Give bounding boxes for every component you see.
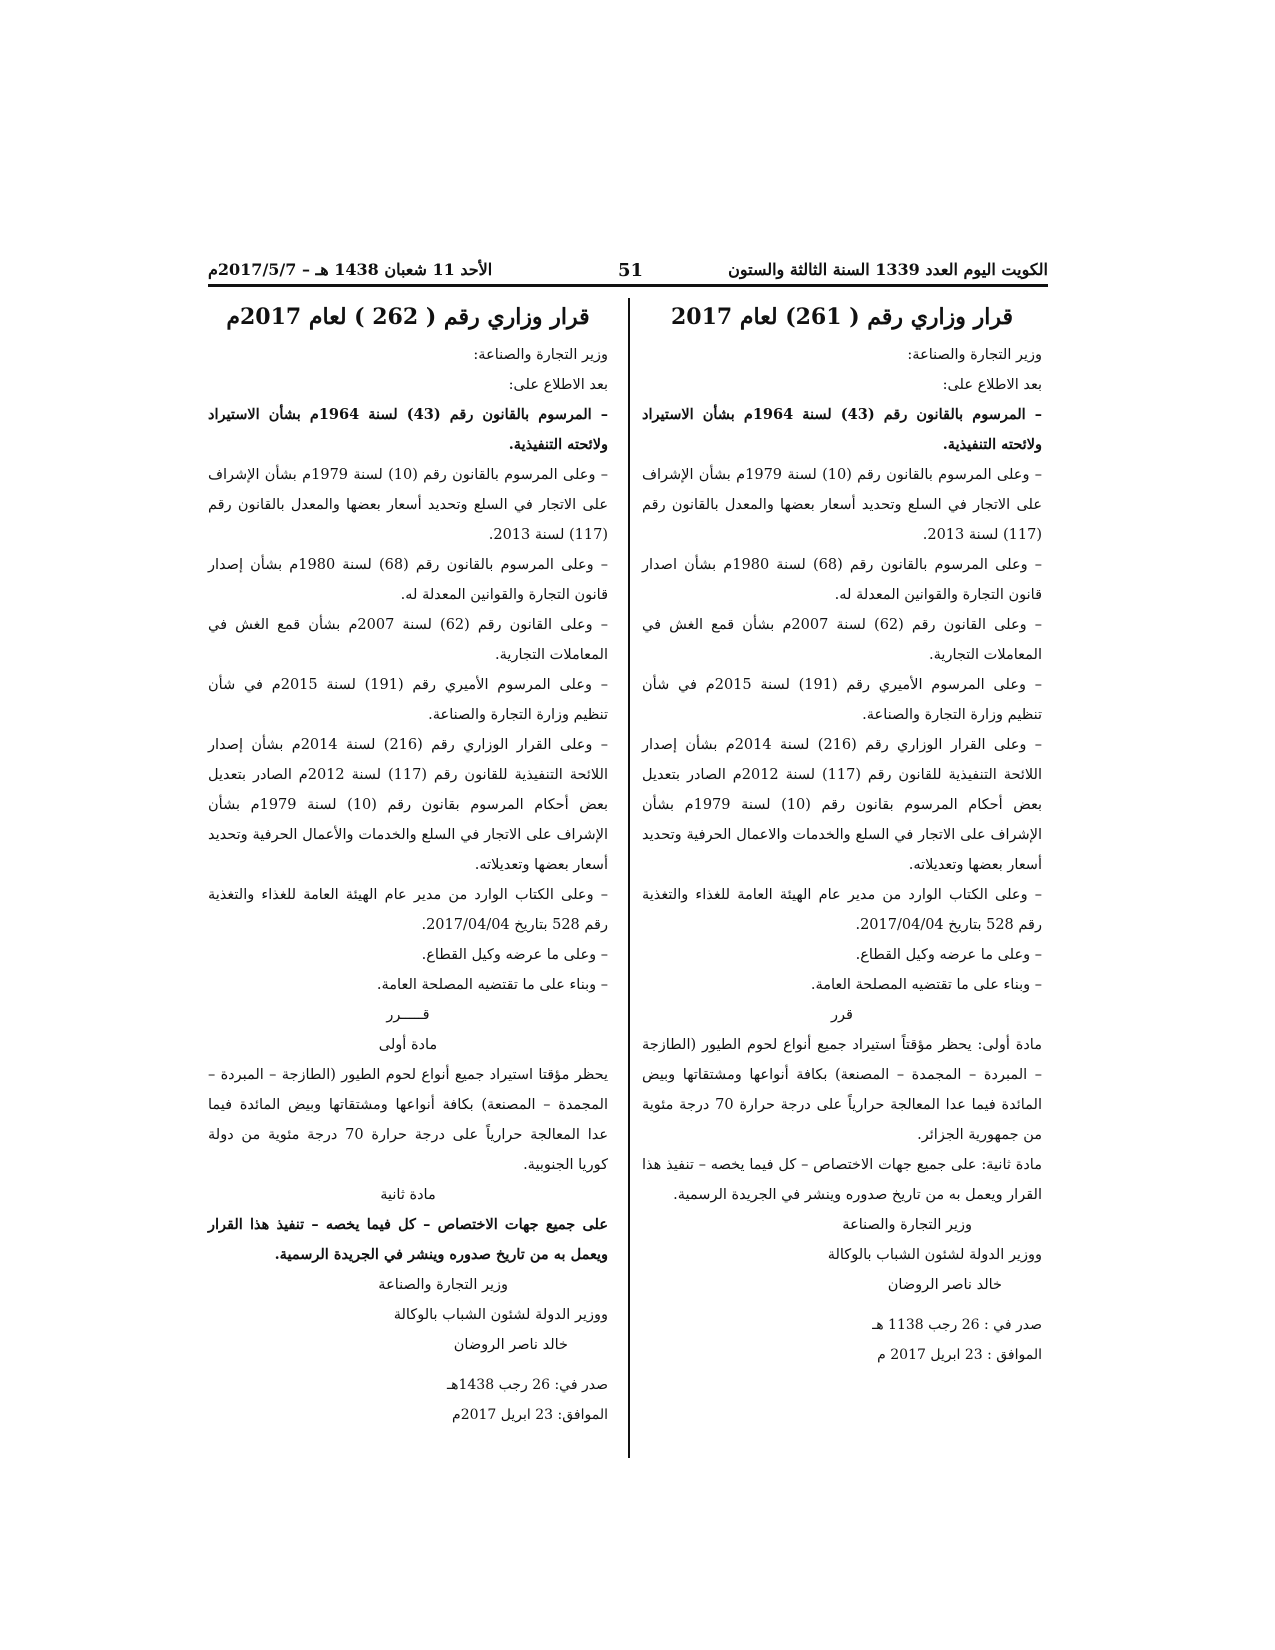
decided-heading: قـــــرر: [386, 1007, 430, 1023]
decision-262-column: [208, 296, 608, 1430]
signature-name: خالد ناصر الروضان: [453, 1337, 568, 1353]
signature-title: وزير التجارة والصناعة: [378, 1277, 508, 1293]
preamble-para: – وعلى المرسوم الأميري رقم (191) لسنة 2015م في شأن تنظيم وزارة التجارة والصناعة.: [208, 677, 608, 723]
page-header: [208, 256, 1048, 286]
decision-261-column: [642, 296, 1042, 1370]
article-1: يحظر مؤقتا استيراد جميع أنواع لحوم الطيور (الطازجة – المبردة – المجمدة – المصنعة) بكافة أنواعها ومشتقاتها وبيض المائدة فيما عدا المعالجة حرارياً على درجة حرارة 70 درجة مئوية من دولة كوريا الجنوبية.: [208, 1067, 608, 1173]
preamble-para: – وعلى الكتاب الوارد من مدير عام الهيئة العامة للغذاء والتغذية رقم 528 بتاريخ 2017/04/04.: [642, 887, 1042, 933]
decision-261-title: قرار وزاري رقم ( 261) لعام 2017: [671, 304, 1013, 330]
preamble-para: – وعلى القرار الوزاري رقم (216) لسنة 2014م بشأن إصدار اللائحة التنفيذية للقانون رقم (117) لسنة 2012م الصادر بتعديل بعض أحكام المرسوم بقانون رقم (10) لسنة 1979م بشأن الإشراف على الاتجار في السلع والخدمات والاعمال الحرفية وتحديد أسعار بعضها وتعديلاته.: [642, 737, 1042, 873]
preamble-para: – المرسوم بالقانون رقم (43) لسنة 1964م بشأن الاستيراد ولائحته التنفيذية.: [642, 406, 1043, 453]
decision-262-title: قرار وزاري رقم ( 262 ) لعام 2017م: [226, 304, 590, 330]
article-2: مادة ثانية: على جميع جهات الاختصاص – كل فيما يخصه – تنفيذ هذا القرار ويعمل به من تاريخ صدوره وينشر في الجريدة الرسمية.: [642, 1157, 1042, 1203]
issued-date: صدر في : 26 رجب 1138 هـ: [872, 1317, 1042, 1333]
preamble-para: – وعلى القرار الوزاري رقم (216) لسنة 2014م بشأن إصدار اللائحة التنفيذية للقانون رقم (117) لسنة 2012م الصادر بتعديل بعض أحكام المرسوم بقانون رقم (10) لسنة 1979م بشأن الإشراف على الاتجار في السلع والخدمات والأعمال الحرفية وتحديد أسعار بعضها وتعديلاته.: [208, 737, 608, 873]
article-2-heading: مادة ثانية: [380, 1187, 436, 1203]
preamble-para: – وعلى ما عرضه وكيل القطاع.: [421, 947, 608, 963]
header-publication: الكويت اليوم العدد 1339 السنة الثالثة والستون: [728, 260, 1048, 279]
preamble-para: – وعلى المرسوم بالقانون رقم (68) لسنة 1980م بشأن إصدار قانون التجارة والقوانين المعدلة له.: [208, 557, 608, 603]
signature-name: خالد ناصر الروضان: [887, 1277, 1002, 1293]
header-rule: [208, 284, 1048, 287]
column-divider: [628, 298, 630, 1458]
signature-acting: ووزير الدولة لشئون الشباب بالوكالة: [827, 1247, 1042, 1263]
preamble-para: – وعلى الكتاب الوارد من مدير عام الهيئة العامة للغذاء والتغذية رقم 528 بتاريخ 2017/04/04.: [208, 887, 608, 933]
preamble-para: – وعلى المرسوم بالقانون رقم (10) لسنة 1979م بشأن الإشراف على الاتجار في السلع وتحديد أسعار بعضها والمعدل بالقانون رقم (117) لسنة 2013.: [208, 467, 608, 543]
signature-title: وزير التجارة والصناعة: [842, 1217, 972, 1233]
minister-line: وزير التجارة والصناعة:: [473, 347, 608, 363]
preamble-para: – وعلى المرسوم بالقانون رقم (10) لسنة 1979م بشأن الإشراف على الاتجار في السلع وتحديد أسعار بعضها والمعدل بالقانون رقم (117) لسنة 2013.: [642, 467, 1042, 543]
preamble-para: – وعلى القانون رقم (62) لسنة 2007م بشأن قمع الغش في المعاملات التجارية.: [642, 617, 1042, 663]
preamble-para: – وعلى ما عرضه وكيل القطاع.: [855, 947, 1042, 963]
page-number: 51: [618, 260, 644, 281]
preamble-para: – وعلى المرسوم بالقانون رقم (68) لسنة 1980م بشأن اصدار قانون التجارة والقوانين المعدلة له.: [642, 557, 1042, 603]
after-review: بعد الاطلاع على:: [508, 377, 608, 393]
corresponding-date: الموافق: 23 ابريل 2017م: [452, 1407, 608, 1423]
issued-date: صدر في: 26 رجب 1438هـ: [447, 1377, 608, 1393]
header-date: الأحد 11 شعبان 1438 هـ – 2017/5/7م: [208, 260, 493, 279]
article-2: على جميع جهات الاختصاص – كل فيما يخصه – تنفيذ هذا القرار ويعمل به من تاريخ صدوره وينشر في الجريدة الرسمية.: [208, 1216, 608, 1263]
article-1: مادة أولى: يحظر مؤقتاً استيراد جميع أنواع لحوم الطيور (الطازجة – المبردة – المجمدة – المصنعة) بكافة أنواعها ومشتقاتها وبيض المائدة فيما عدا المعالجة حرارياً على درجة حرارة 70 درجة مئوية من جمهورية الجزائر.: [642, 1037, 1043, 1143]
decided-heading: قرر: [831, 1007, 853, 1023]
preamble-para: – وبناء على ما تقتضيه المصلحة العامة.: [376, 977, 608, 993]
minister-line: وزير التجارة والصناعة:: [907, 347, 1042, 363]
preamble-para: – وعلى المرسوم الأميري رقم (191) لسنة 2015م في شأن تنظيم وزارة التجارة والصناعة.: [642, 677, 1042, 723]
corresponding-date: الموافق : 23 ابريل 2017 م: [877, 1347, 1042, 1363]
preamble-para: – المرسوم بالقانون رقم (43) لسنة 1964م بشأن الاستيراد ولائحته التنفيذية.: [208, 406, 609, 453]
preamble-para: – وبناء على ما تقتضيه المصلحة العامة.: [810, 977, 1042, 993]
preamble-para: – وعلى القانون رقم (62) لسنة 2007م بشأن قمع الغش في المعاملات التجارية.: [208, 617, 608, 663]
signature-acting: ووزير الدولة لشئون الشباب بالوكالة: [393, 1307, 608, 1323]
article-1-heading: مادة أولى: [378, 1037, 438, 1053]
after-review: بعد الاطلاع على:: [942, 377, 1042, 393]
